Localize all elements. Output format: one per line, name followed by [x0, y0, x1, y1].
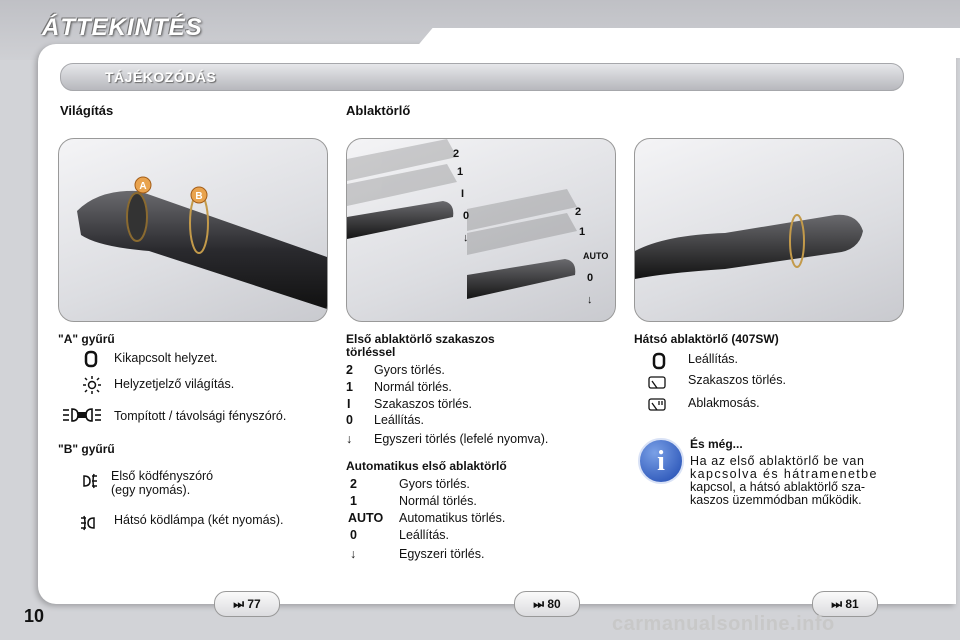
more-line-3: kapcsol, a hátsó ablaktörlő sza- — [690, 480, 866, 494]
front-item-fast: Gyors törlés. — [374, 363, 445, 377]
front-wiper-title-2: törléssel — [346, 345, 396, 359]
front-key-1: 1 — [346, 380, 353, 394]
photo-key-auto-0: 0 — [587, 272, 594, 284]
photo-label-b: B — [195, 191, 203, 202]
ring-b-title: "B" gyűrű — [58, 442, 115, 456]
front-key-i: I — [347, 397, 351, 411]
ring-a-item-off: Kikapcsolt helyzet. — [114, 351, 218, 365]
front-item-interval: Szakaszos törlés. — [374, 397, 472, 411]
front-key-0: 0 — [346, 413, 353, 427]
lighting-stalk-image — [59, 139, 327, 321]
rear-fog-icon — [80, 514, 98, 532]
page-ref-81[interactable]: ⏭ 81 — [812, 591, 878, 617]
photo-key-auto-2: 2 — [575, 206, 582, 218]
rear-item-wash: Ablakmosás. — [688, 396, 760, 410]
watermark: carmanualsonline.info — [612, 613, 835, 635]
ring-a-item-headlight: Tompított / távolsági fényszóró. — [114, 409, 287, 423]
headlight-icon — [62, 406, 102, 424]
more-line-4: kaszos üzemmódban működik. — [690, 493, 862, 507]
front-item-normal: Normál törlés. — [374, 380, 452, 394]
front-item-off: Leállítás. — [374, 413, 425, 427]
ring-b-item-front-fog-2: (egy nyomás). — [111, 483, 191, 497]
page-ref-80[interactable]: ⏭ 80 — [514, 591, 580, 617]
page-ref-77[interactable]: ⏭ 77 — [214, 591, 280, 617]
ring-b-item-rear-fog: Hátsó ködlámpa (két nyomás). — [114, 513, 284, 527]
front-item-single: Egyszeri törlés (lefelé nyomva). — [374, 432, 549, 446]
auto-item-auto: Automatikus törlés. — [399, 511, 506, 525]
auto-key-0: 0 — [350, 528, 357, 542]
photo-key-auto: AUTO — [583, 251, 609, 261]
lighting-heading: Világítás — [60, 103, 114, 118]
front-wiper-title-1: Első ablaktörlő szakaszos — [346, 332, 495, 346]
auto-item-off: Leállítás. — [399, 528, 450, 542]
photo-key-0: 0 — [463, 210, 470, 222]
photo-key-down: ↓ — [463, 232, 469, 244]
rear-off-icon — [652, 352, 666, 370]
ring-a-title: "A" gyűrű — [58, 332, 115, 346]
auto-wiper-title: Automatikus első ablaktörlő — [346, 459, 507, 473]
photo-key-auto-down: ↓ — [587, 294, 593, 306]
lighting-stalk-photo — [58, 138, 328, 322]
auto-item-normal: Normál törlés. — [399, 494, 477, 508]
photo-key-auto-1: 1 — [579, 226, 586, 238]
photo-label-a: A — [139, 181, 147, 192]
photo-key-1: 1 — [457, 166, 464, 178]
auto-key-down: ↓ — [350, 547, 357, 561]
more-line-1: Ha az első ablaktörlő be van — [690, 454, 865, 468]
rear-wipe-icon — [648, 376, 666, 390]
more-title: És még... — [690, 437, 743, 451]
more-line-2: kapcsolva és hátramenetbe — [690, 467, 878, 481]
panel-tab — [407, 28, 960, 58]
photo-key-2: 2 — [453, 148, 460, 160]
position-light-icon — [82, 376, 102, 394]
auto-item-fast: Gyors törlés. — [399, 477, 470, 491]
wiper-heading: Ablaktörlő — [346, 103, 411, 118]
front-fog-icon — [80, 472, 98, 490]
photo-key-i: I — [461, 188, 465, 200]
wiper-stalk-image — [347, 139, 615, 321]
section-title: TÁJÉKOZÓDÁS — [105, 69, 217, 85]
page-heading: ÁTTEKINTÉS — [42, 14, 203, 41]
wiper-stalk-photo — [346, 138, 616, 322]
rear-item-interval: Szakaszos törlés. — [688, 373, 786, 387]
ring-b-item-front-fog-1: Első ködfényszóró — [111, 469, 214, 483]
rear-wiper-image — [635, 139, 903, 321]
section-banner — [60, 63, 904, 91]
rear-wash-icon — [648, 398, 666, 412]
rear-item-off: Leállítás. — [688, 352, 739, 366]
auto-key-1: 1 — [350, 494, 357, 508]
auto-key-2: 2 — [350, 477, 357, 491]
ring-a-item-position: Helyzetjelző világítás. — [114, 377, 235, 391]
info-icon: i — [638, 438, 684, 484]
off-icon — [84, 350, 98, 368]
rear-wiper-photo — [634, 138, 904, 322]
page-number: 10 — [24, 606, 45, 626]
rear-wiper-title: Hátsó ablaktörlő (407SW) — [634, 332, 779, 346]
front-key-2: 2 — [346, 363, 353, 377]
front-key-down: ↓ — [346, 432, 353, 446]
auto-key-auto: AUTO — [348, 511, 384, 525]
auto-item-single: Egyszeri törlés. — [399, 547, 485, 561]
